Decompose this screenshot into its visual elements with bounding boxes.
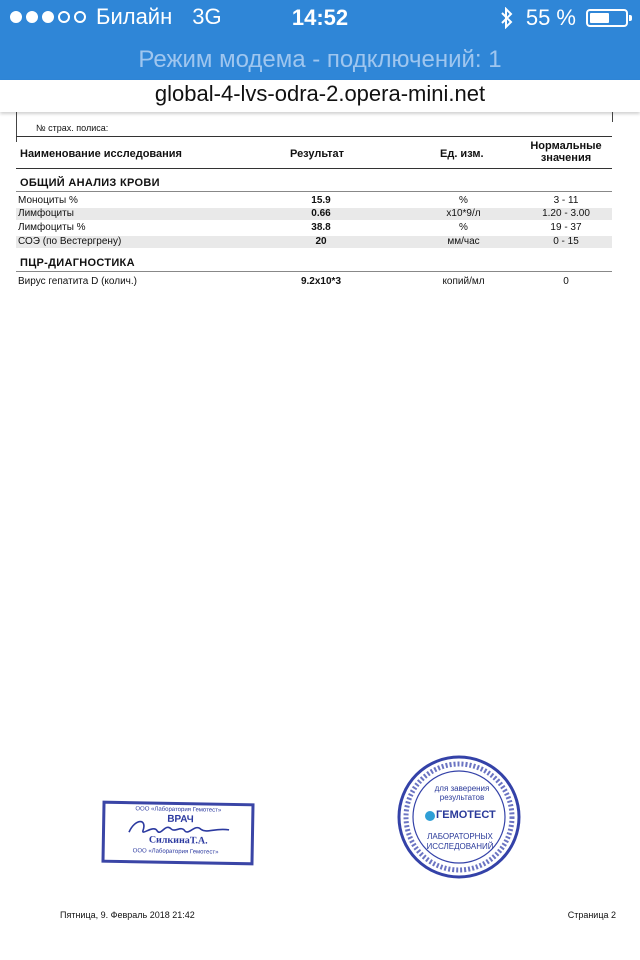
doctor-stamp: ООО «Лаборатория Гемотест» ВРАЧ СилкинаТ.А. ООО «Лаборатория Гемотест» bbox=[101, 801, 254, 866]
divider bbox=[16, 168, 612, 169]
network-type: 3G bbox=[192, 4, 222, 29]
carrier-name: Билайн bbox=[96, 4, 173, 29]
table-row: Вирус гепатита D (колич.) 9.2x10*3 копий/мл 0 bbox=[18, 276, 569, 287]
table-row: Лимфоциты % 38.8 % 19 - 37 bbox=[18, 222, 582, 233]
status-bar bbox=[0, 0, 640, 40]
clock: 14:52 bbox=[291, 5, 349, 30]
laboratory-seal: для заверения результатов ГЕМОТЕСТ ЛАБОРАТОРНЫХ ИССЛЕДОВАНИЙ bbox=[396, 754, 522, 880]
divider bbox=[16, 271, 612, 272]
table-row: Лимфоциты 0.66 x10*9/л 1.20 - 3.00 bbox=[16, 208, 612, 220]
battery-icon bbox=[586, 9, 628, 27]
address-bar[interactable]: global-4-lvs-odra-2.opera-mini.net bbox=[0, 80, 640, 112]
print-date: Пятница, 9. Февраль 2018 21:42 bbox=[60, 910, 195, 920]
header-test-name: Наименование исследования bbox=[20, 148, 182, 160]
bluetooth-icon bbox=[500, 7, 514, 29]
divider bbox=[16, 136, 612, 137]
header-result: Результат bbox=[290, 148, 345, 160]
header-normal-values: Нормальные значения bbox=[530, 140, 602, 164]
section-title: ОБЩИЙ АНАЛИЗ КРОВИ bbox=[20, 177, 160, 189]
table-row: Моноциты % 15.9 % 3 - 11 bbox=[18, 195, 579, 206]
lab-report-page bbox=[0, 112, 640, 960]
page-number: Страница 2 bbox=[567, 910, 616, 920]
table-row: СОЭ (по Вестергрену) 20 мм/час 0 - 15 bbox=[16, 236, 612, 248]
section-title: ПЦР-ДИАГНОСТИКА bbox=[20, 257, 135, 269]
policy-number-label: № страх. полиса: bbox=[36, 123, 109, 133]
divider bbox=[16, 191, 612, 192]
battery-percent: 55 % bbox=[525, 5, 576, 30]
header-unit: Ед. изм. bbox=[440, 148, 484, 160]
personal-hotspot-banner[interactable]: Режим модема - подключений: 1 bbox=[0, 40, 640, 80]
status-right bbox=[500, 5, 628, 31]
